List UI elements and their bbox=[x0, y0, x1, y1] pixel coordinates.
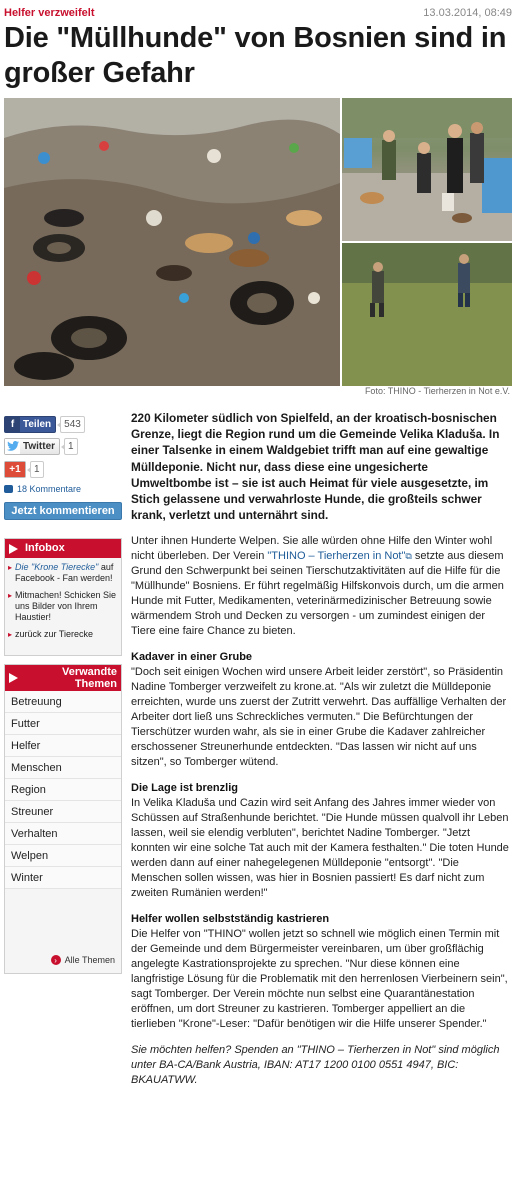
related-topic-item[interactable]: Helfer bbox=[5, 735, 121, 757]
article-meta bbox=[4, 7, 512, 21]
comment-bubble-icon bbox=[4, 485, 13, 493]
gplus-share bbox=[4, 460, 44, 478]
infobox-header bbox=[5, 539, 121, 558]
facebook-share-label: Teilen bbox=[23, 418, 52, 430]
related-topic-item[interactable]: Verhalten bbox=[5, 823, 121, 845]
gplus-share-count: 1 bbox=[30, 461, 44, 478]
article-lead: 220 Kilometer südlich von Spielfeld, an der kroatisch-bosnischen Grenze, liegt die Region rund um die Gemeinde Velika Kladuša. In einer Talsenke in einem Waldgebiet trifft man auf eine gewaltige Mülldeponie. Nicht nur, dass diese eine ungesicherte Umweltbombe ist – sie ist auch Heimat für viele ausgesetzte, im Stich gelassene und verwahrloste Hunde, die großteils schwer krank, verletzt und unternährt sind. bbox=[131, 411, 500, 523]
article-datetime: 13.03.2014, 08:49 bbox=[423, 7, 512, 19]
infobox-item-facebook-link[interactable]: "Krone Tierecke" bbox=[31, 562, 99, 572]
related-topic-item[interactable]: Welpen bbox=[5, 845, 121, 867]
article-body bbox=[131, 410, 510, 1088]
article-subheading: Kadaver in einer Grube bbox=[131, 651, 253, 664]
donation-info: Sie möchten helfen? Spenden an "THINO – Tierherzen in Not" sind möglich unter BA-CA/Bank Austria, IBAN: AT17 1200 0100 0551 4947, BIC: BKAUATWW. bbox=[131, 1044, 500, 1087]
all-topics-link[interactable] bbox=[51, 955, 115, 965]
article-paragraph bbox=[131, 534, 510, 639]
related-topic-item[interactable]: Winter bbox=[5, 867, 121, 889]
related-topics-header bbox=[5, 665, 121, 691]
article-headline: Die "Müllhunde" von Bosnien sind in großer Gefahr bbox=[4, 22, 507, 89]
facebook-share bbox=[4, 415, 85, 433]
comments-count-label: 18 Kommentare bbox=[17, 484, 82, 494]
related-topics bbox=[4, 664, 122, 974]
infobox-item-facebook-post: auf Facebook - Fan werden! bbox=[15, 562, 114, 583]
twitter-share-count: 1 bbox=[64, 438, 78, 455]
infobox bbox=[4, 538, 122, 656]
twitter-bird-icon bbox=[5, 439, 20, 454]
thino-link[interactable]: "THINO – Tierherzen in Not" bbox=[267, 550, 406, 563]
arrow-right-icon bbox=[9, 673, 18, 683]
twitter-share bbox=[4, 437, 78, 455]
all-topics-label: Alle Themen bbox=[64, 955, 115, 965]
twitter-share-label: Twitter bbox=[23, 440, 56, 452]
related-topics-title-line1: Verwandte bbox=[61, 666, 117, 678]
article-paragraph: In Velika Kladuša und Cazin wird seit Anfang des Jahres immer wieder von Schüssen auf Straßenhunde berichtet. "Die Hunde müssen qualvoll ihr Leben lassen, weil sie elendig verbluten", berichtet Nadine Tomberger. "Jetzt konnten wir eine solche Tat auch mit der Kamera festhalten." Die toten Hunde werden dann auf einer nahegelegenen Mülldeponie "entsorgt". "Die Menschen sollen wissen, was hier in Bosnien passiert! Es darf nicht zum zweiten Rumänien werden!" bbox=[131, 797, 509, 900]
twitter-share-button[interactable] bbox=[4, 438, 60, 455]
infobox-item-facebook-pre: Die bbox=[15, 562, 32, 572]
infobox-title: Infobox bbox=[25, 542, 65, 554]
photo-gallery bbox=[4, 98, 512, 386]
facebook-share-button[interactable] bbox=[4, 416, 56, 433]
article-paragraph: "Doch seit einigen Wochen wird unsere Arbeit leider zerstört", so Präsidentin Nadine Tomberger verzweifelt zu krone.at. "Als wir zuletzt die Mülldeponie erreichten, wurde uns zuerst der Zutritt verwehrt. Das auffällige Verhalten der Arbeiter dort ließ uns Schreckliches vermuten." Die Befürchtungen der Tierschützer wurden wahr, als sie in einer Grube die Kadaver zahlreicher erschossener Streunerhunde entdeckten. "Das lassen wir nicht auf uns sitzen", so Tomberger wütend. bbox=[131, 666, 507, 769]
landfill-dogs-photo[interactable] bbox=[4, 98, 340, 386]
arrow-right-icon bbox=[9, 544, 18, 554]
gplus-icon: +1 bbox=[5, 462, 25, 477]
related-topic-item[interactable]: Futter bbox=[5, 713, 121, 735]
article-paragraph: Die Helfer von "THINO" wollen jetzt so schnell wie möglich einen Termin mit der Gemeinde und dem Bürgermeister vereinbaren, um über großflächig angelegte Kastrationsprojekte zu sprechen. "Nur diese können eine langfristige Lösung für die Problematik mit den herrenlosen Vierbeinern sein", sagt Tomberger. Der Verein möchte nun selbst eine Quarantänestation eröffnen, um dort Streuner zu kastrieren. Tomberger appelliert an die tierlieben "Krone"-Leser: "Dafür benötigen wir die Hilfe unserer Spender." bbox=[131, 928, 508, 1031]
external-link-icon: ⧉ bbox=[405, 551, 412, 562]
photo-credit: Foto: THINO - Tierherzen in Not e.V. bbox=[364, 386, 510, 396]
related-topic-item[interactable]: Region bbox=[5, 779, 121, 801]
paragraph-text: Unter ihnen Hunderte Welpen. Sie alle würden ohne Hilfe den Winter wohl nicht überleben. Der Verein bbox=[131, 535, 493, 563]
facebook-icon: f bbox=[5, 417, 20, 432]
article-subheading: Helfer wollen selbstständig kastrieren bbox=[131, 913, 330, 926]
related-topic-item[interactable]: Streuner bbox=[5, 801, 121, 823]
infobox-item-photos[interactable]: ▸ Mitmachen! Schicken Sie uns Bilder von Ihrem Haustier! bbox=[5, 586, 121, 625]
article-subheading: Die Lage ist brenzlig bbox=[131, 782, 238, 795]
infobox-item-facebook[interactable] bbox=[5, 558, 121, 586]
related-topics-title-line2: Themen bbox=[74, 678, 117, 690]
related-topic-item[interactable]: Menschen bbox=[5, 757, 121, 779]
paragraph-text: setzte aus diesem Grund den Schwerpunkt bei seinen Tierschutzaktivitäten auf die Hilfe für die "Müllhunde" Bosniens. Er führt regelmäßig Hilfskonvois durch, um die armen Hunde mit Futter, Medikamenten, veterinärmedizinischer Betreuung sowie wärmendem Stroh und Decken zu versorgen - um zumindest einigen der Tiere eine faire Chance zu bieten. bbox=[131, 550, 504, 638]
article-kicker: Helfer verzweifelt bbox=[4, 7, 95, 19]
comment-now-button[interactable]: Jetzt kommentieren bbox=[4, 502, 122, 520]
comments-link[interactable] bbox=[4, 484, 81, 494]
infobox-item-back[interactable]: ▸ zurück zur Tierecke bbox=[5, 625, 121, 642]
facebook-share-count: 543 bbox=[60, 416, 85, 433]
gplus-share-button[interactable] bbox=[4, 461, 26, 478]
helpers-feeding-dogs-photo[interactable] bbox=[342, 98, 512, 241]
related-topic-item[interactable]: Betreuung bbox=[5, 691, 121, 713]
arrow-right-circle-icon: › bbox=[51, 955, 61, 965]
helpers-in-field-photo[interactable] bbox=[342, 243, 512, 386]
